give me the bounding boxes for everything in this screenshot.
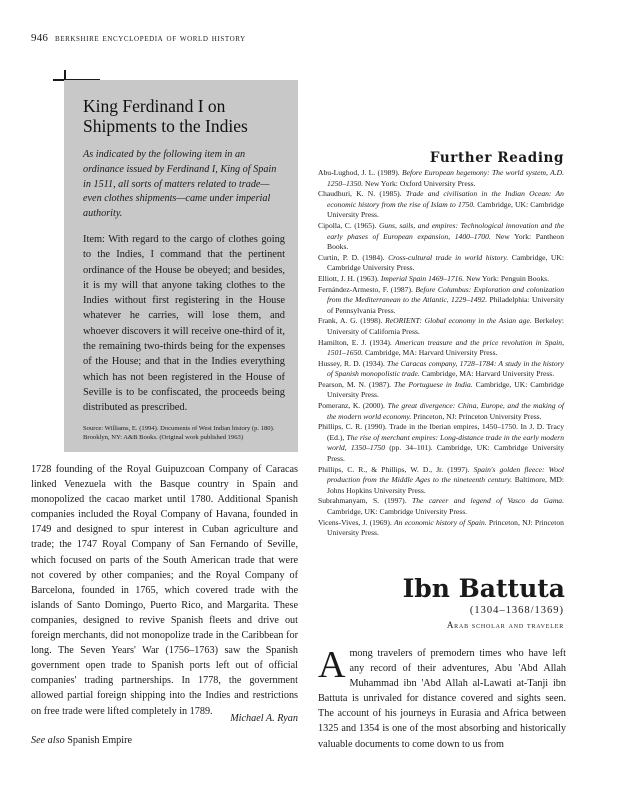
reference-author: Frank, A. G. (1998).: [318, 316, 386, 326]
article-author: Michael A. Ryan: [230, 713, 298, 724]
reference-item: [318, 422, 564, 464]
reference-publisher: Princeton, NJ: Princeton University Press.: [411, 411, 542, 421]
reference-title: Imperial Spain 1469–1716.: [380, 273, 465, 283]
reference-title: Cross-cultural trade in world history.: [388, 252, 509, 262]
reference-author: Pomeranz, K. (2000).: [318, 401, 388, 411]
left-column: [31, 462, 298, 719]
sidebar-box: [64, 80, 298, 452]
sidebar-source: Source: Williams, E. (1994). Documents of West Indian history (p. 180). Brooklyn, NY: A&B Books. (Original work published 1963): [83, 424, 275, 441]
reference-author: Abu-Lughod, J. L. (1989).: [318, 168, 402, 177]
reference-title: ReORIENT: Global economy in the Asian age.: [385, 316, 532, 326]
reference-author: Fernández-Armesto, F. (1987).: [318, 284, 416, 294]
reference-item: [318, 316, 564, 337]
reference-author: Chaudhuri, K. N. (1985).: [318, 189, 406, 199]
reference-title: Guns, sails, and empires: Technological innovation and the early phases of European expansion, 1400–1700.: [327, 220, 564, 241]
see-also-link[interactable]: Spanish Empire: [67, 735, 133, 746]
entry-body: [318, 646, 566, 752]
page-number: 946: [31, 32, 49, 44]
reference-title: Trade and civilisation in the Indian Ocean: An economic history from the rise of Islam to 1750.: [327, 189, 564, 209]
reference-item: [318, 189, 564, 221]
reference-title: The rise of merchant empires: Long-distance trade in the early modern world, 1350–1750: [327, 432, 564, 453]
reference-item: [318, 359, 564, 380]
reference-publisher: Cambridge, MA: Harvard University Press.: [419, 369, 555, 379]
reference-publisher: Cambridge, UK: Cambridge University Press.: [327, 507, 468, 516]
reference-publisher: Cambridge, UK: Cambridge University Press.: [327, 379, 565, 400]
reference-item: [318, 274, 564, 285]
reference-author: Phillips, C. R., & Phillips, W. D., Jr. (1997).: [318, 464, 474, 474]
reference-author: Phillips, C. R. (1990). Trade in the Iberian empires, 1450–1750. In J. D. Tracy (Ed.),: [318, 422, 564, 442]
running-title: berkshire encyclopedia of world history: [54, 33, 246, 44]
sidebar-body: Item: With regard to the cargo of clothes going to the Indies, I command that the pertinent ordinance of the House be obeyed; and besides, it is my will that anyone taking clothes to the Indies without first registering in the House whatever he carries, will lose them, and whoever discovers it will receive one-third of it, the remaining two-thirds being for the expenses of the House; and that in the Indies everything which has not been registered in the House of Seville is to be confiscated, the proceeds being distributed as prescribed.: [83, 233, 285, 414]
reference-publisher: Princeton, NJ: Princeton University Press.: [327, 517, 564, 538]
reference-publisher: Cambridge, UK: Cambridge University Press.: [327, 199, 564, 220]
reference-item: [318, 518, 564, 539]
reference-title: The career and legend of Vasco da Gama.: [412, 496, 564, 506]
reference-publisher: Cambridge, UK: Cambridge University Press.: [327, 252, 564, 273]
reference-publisher: New York: Pantheon Books.: [327, 231, 565, 252]
reference-author: Pearson, M. N. (1987).: [318, 379, 394, 389]
reference-title: The Caracas company, 1728–1784: A study in the history of Spanish monopolistic trade.: [327, 358, 564, 379]
reference-title: The great divergence: China, Europe, and the making of the modern world economy.: [327, 401, 564, 421]
reference-item: [318, 401, 564, 422]
entry-dates: (1304–1368/1369): [469, 605, 564, 616]
reference-item: [318, 168, 564, 189]
entry-role: Arab scholar and traveler: [446, 620, 564, 630]
reference-publisher: (pp. 34–101). Cambridge, UK: Cambridge University Press.: [327, 443, 565, 464]
reference-publisher: Baltimore, MD: Johns Hopkins University Press.: [327, 475, 564, 495]
left-paragraph: 1728 founding of the Royal Guipuzcoan Company of Caracas linked Venezuela with the Basque country in Spain and monopolized the cacao market until 1780. Additional Spanish companies included the Royal Company of Havana, founded in 1749 and designed to spur interest in Cuban agriculture and trade; the 1747 Royal Company of San Fernando of Seville, which focused on parts of the South American trade that were not covered by other companies; and the Royal Company of Barcelona, founded in 1765, which covered trade with the islands of Santo Domingo, Puerto Rico, and Margarita. These companies, designed to revive Spanish fleets and drive out foreign merchants, did not monopolize trade in the Caribbean for long. The Seven Years' War (1756–1763) saw the Spanish government open trade to Spanish ports left out of official companies' trading partnerships. In 1778, the government allowed partial foreign shipping into the Indies and restrictions on free trade were lifted completely in 1789.: [31, 464, 298, 717]
reference-publisher: New York: Penguin Books.: [464, 273, 549, 283]
reference-publisher: Berkeley: University of California Press.: [327, 316, 564, 336]
reference-author: Vicens-Vives, J. (1969).: [318, 517, 394, 527]
sidebar-intro: As indicated by the following item in an ordinance issued by Ferdinand I, King of Spain in 1511, all sorts of matters related to trade—even clothes shipments—came under imperial authority.: [83, 149, 277, 220]
reference-author: Curtin, P. D. (1984).: [318, 252, 389, 262]
running-head: [31, 32, 246, 44]
reference-item: [318, 285, 564, 317]
reference-title: An economic history of Spain.: [394, 517, 487, 527]
reference-title: Spain's golden fleece: Wool production from the Middle Ages to the nineteenth century.: [327, 464, 564, 485]
further-reading-list: [318, 168, 564, 539]
reference-author: Cipolla, C. (1965).: [318, 220, 379, 230]
see-also-label: See also: [31, 735, 65, 746]
reference-author: Hamilton, E. J. (1934).: [318, 337, 395, 347]
further-reading-heading: Further Reading: [429, 150, 564, 166]
reference-title: Before European hegemony: The world system, A.D. 1250–1350.: [327, 168, 564, 188]
reference-title: Before Columbus: Exploration and colonization from the Mediterranean to the Atlantic, 1229–1492.: [327, 284, 564, 305]
see-also: [31, 735, 132, 746]
sidebar-title: King Ferdinand I on Shipments to the Indies: [83, 96, 248, 136]
reference-publisher: Philadelphia: University of Pennsylvania Press.: [327, 295, 564, 315]
reference-item: [318, 496, 564, 517]
reference-title: American treasure and the price revolution in Spain, 1501–1650.: [327, 337, 564, 358]
reference-item: [318, 253, 564, 274]
reference-publisher: Cambridge, MA: Harvard University Press.: [363, 348, 498, 358]
reference-author: Subrahmanyam, S. (1997).: [318, 496, 413, 506]
reference-publisher: New York: Oxford University Press.: [363, 178, 476, 188]
reference-author: Elliott, J. H. (1963).: [318, 273, 381, 283]
reference-item: [318, 221, 564, 253]
reference-author: Hussey, R. D. (1934).: [318, 358, 388, 368]
drop-cap: A: [318, 644, 346, 686]
reference-item: [318, 380, 564, 401]
entry-title: Ibn Battuta: [402, 574, 565, 603]
reference-title: The Portuguese in India.: [393, 379, 473, 389]
reference-item: [318, 465, 564, 497]
reference-item: [318, 338, 564, 359]
entry-body-text: mong travelers of premodern times who have left any record of their adventures, Abu 'Abd Allah Muhammad ibn 'Abd Allah al-Lawati at-Tanji ibn Battuta is unrivaled for distance covered and sights seen. The account of his journeys in Eurasia and Africa between 1325 and 1354 is one of the most absorbing and historically valuable documents to come down to us from: [318, 648, 566, 750]
